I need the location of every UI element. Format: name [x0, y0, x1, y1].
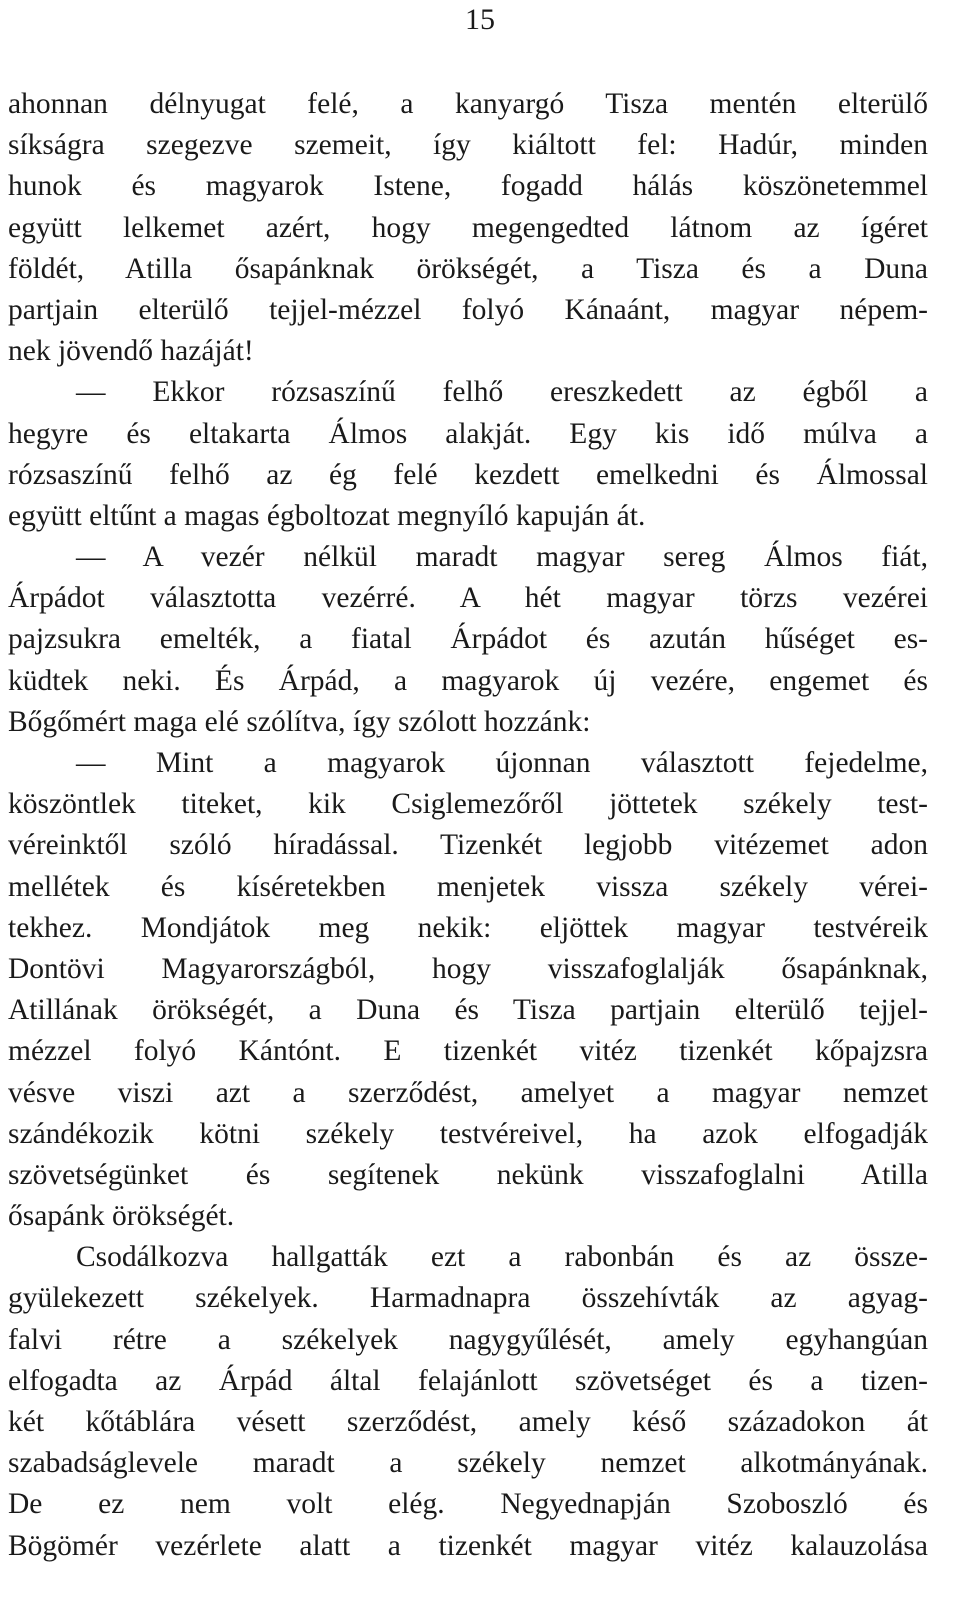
- text-line: Árpádot választotta vezérré. A hét magyar törzs vezérei: [8, 582, 928, 615]
- text-line: szándékozik kötni székely testvéreivel, ha azok elfogadják: [8, 1117, 928, 1150]
- text-line: — Mint a magyarok újonnan választott fejedelme,: [76, 747, 928, 779]
- text-line: köszöntlek titeket, kik Csiglemezőről jöttetek székely test-: [8, 788, 928, 821]
- text-line: Bögömér vezérlete alatt a tizenkét magyar vitéz kalauzolása: [8, 1529, 928, 1562]
- text-line: szövetségünket és segítenek nekünk visszafoglalni Atilla: [8, 1158, 928, 1191]
- text-line: mellétek és kíséretekben menjetek vissza székely vérei-: [8, 870, 928, 903]
- text-line: tekhez. Mondjátok meg nekik: eljöttek magyar testvéreik: [8, 911, 928, 944]
- text-line: szabadságlevele maradt a székely nemzet alkotmányának.: [8, 1447, 928, 1480]
- text-line: Csodálkozva hallgatták ezt a rabonbán és az össze-: [76, 1241, 928, 1274]
- text-line: hegyre és eltakarta Álmos alakját. Egy kis idő múlva a: [8, 417, 928, 450]
- text-line: De ez nem volt elég. Negyednapján Szoboszló és: [8, 1488, 928, 1521]
- text-line: Atillának örökségét, a Duna és Tisza partjain elterülő tejjel-: [8, 994, 928, 1027]
- text-line: földét, Atilla ősapánknak örökségét, a Tisza és a Duna: [8, 252, 928, 285]
- text-line: Bőgőmért maga elé szólítva, így szólott hozzánk:: [8, 705, 591, 738]
- text-line: vésve viszi azt a szerződést, amelyet a magyar nemzet: [8, 1076, 928, 1109]
- text-line: — A vezér nélkül maradt magyar sereg Álmos fiát,: [76, 541, 928, 574]
- body-text: [8, 84, 928, 1567]
- text-line: együtt lelkemet azért, hogy megengedted látnom az ígéret: [8, 211, 928, 244]
- text-line: hunok és magyarok Istene, fogadd hálás köszönetemmel: [8, 170, 928, 203]
- text-line: Dontövi Magyarországból, hogy visszafoglalják ősapánknak,: [8, 952, 928, 985]
- text-line: elfogadta az Árpád által felajánlott szövetséget és a tizen-: [8, 1364, 928, 1397]
- text-line: ősapánk örökségét.: [8, 1200, 235, 1233]
- text-line: falvi rétre a székelyek nagygyűlését, amely egyhangúan: [8, 1323, 928, 1356]
- text-line: ahonnan délnyugat felé, a kanyargó Tisza mentén elterülő: [8, 88, 928, 120]
- text-line: két kőtáblára vésett szerződést, amely késő századokon át: [8, 1406, 928, 1438]
- text-line: véreinktől szóló híradással. Tizenkét legjobb vitézemet adon: [8, 829, 928, 862]
- text-line: együtt eltűnt a magas égboltozat megnyíló kapuján át.: [8, 499, 646, 532]
- text-line: küdtek neki. És Árpád, a magyarok új vezére, engemet és: [8, 664, 928, 697]
- text-line: rózsaszínű felhő az ég felé kezdett emelkedni és Álmossal: [8, 458, 928, 491]
- page-number: 15: [465, 3, 495, 36]
- text-line: nek jövendő hazáját!: [8, 335, 254, 368]
- text-line: pajzsukra emelték, a fiatal Árpádot és azután hűséget es-: [8, 623, 928, 656]
- text-line: — Ekkor rózsaszínű felhő ereszkedett az égből a: [76, 376, 928, 409]
- text-line: gyülekezett székelyek. Harmadnapra összehívták az agyag-: [8, 1282, 928, 1315]
- text-line: partjain elterülő tejjel-mézzel folyó Kánaánt, magyar népem-: [8, 293, 928, 326]
- text-line: síkságra szegezve szemeit, így kiáltott fel: Hadúr, minden: [8, 129, 928, 162]
- text-line: mézzel folyó Kántónt. E tizenkét vitéz tizenkét kőpajzsra: [8, 1035, 928, 1068]
